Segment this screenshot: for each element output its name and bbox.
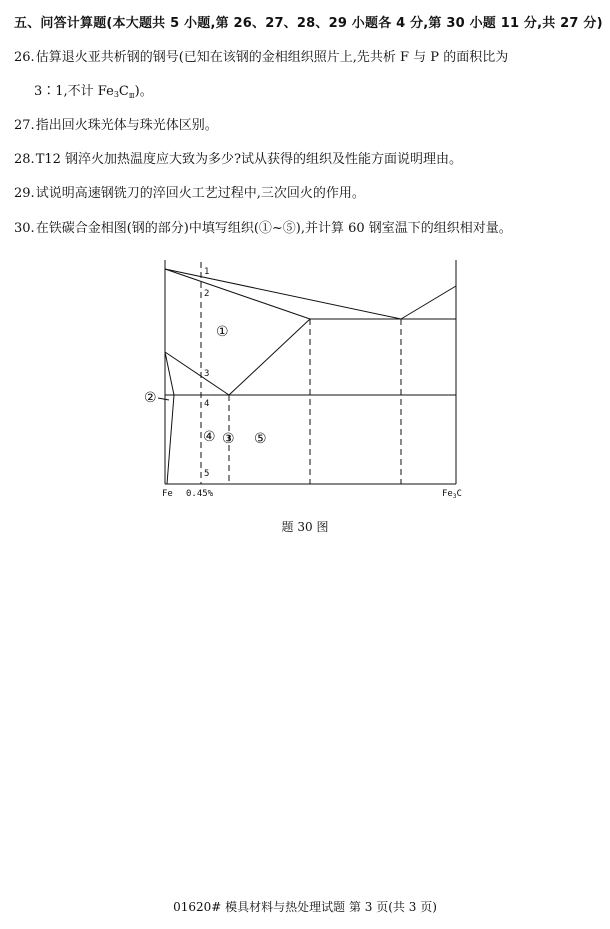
region-5-label: ⑤ [254,431,267,447]
page-footer: 01620# 模具材料与热处理试题 第 3 页(共 3 页) [173,900,437,914]
question-text: T12 钢淬火加热温度应大致为多少?试从获得的组织及性能方面说明理由。 [35,152,463,167]
label-2-pointer [158,398,169,400]
ferrite-boundary-lower [167,395,174,484]
question-number: 29. [14,186,35,201]
question-text: 估算退火亚共析钢的钢号(已知在该钢的金相组织照片上,先共析 F 与 P 的面积比为 [35,50,509,65]
question-number: 30. [14,221,35,236]
continuation-text: 3∶1,不计 Fe [34,84,114,99]
a3-line [165,352,229,395]
solidus-line [165,269,310,319]
hypereutectic-liquidus [401,286,456,319]
question-number: 28. [14,152,35,167]
fe3c-fe: Fe [442,489,453,499]
region-2-label: ② [144,390,157,406]
subscript-iii: Ⅲ [128,93,135,100]
region-4-label: ④ [203,429,216,445]
point-5-label: 5 [204,469,210,479]
continuation-end: )。 [134,84,153,99]
region-1-label: ① [216,324,229,340]
question-number: 26. [14,50,35,65]
figure-caption: 题 30 图 [281,520,329,534]
liquidus-line [165,269,401,319]
point-2-label: 2 [204,289,210,299]
question-text: 在铁碳合金相图(钢的部分)中填写组织(①~⑤),并计算 60 钢室温下的组织相对量。 [35,221,512,236]
ferrite-boundary-upper [165,352,174,395]
question-number: 27. [14,118,35,133]
carbon-045-label: 0.45% [186,489,214,499]
point-4-label: 4 [204,399,210,409]
question-text: 试说明高速钢铣刀的淬回火工艺过程中,三次回火的作用。 [35,186,365,201]
subscript-3: 3 [113,90,119,99]
point-3-label: 3 [204,369,210,379]
acm-line [229,319,310,395]
fe3c-axis-label [442,489,462,500]
fe-axis-label: Fe [162,489,173,499]
question-text: 指出回火珠光体与珠光体区别。 [35,118,218,133]
section-heading: 五、问答计算题(本大题共 5 小题,第 26、27、28、29 小题各 4 分,第 30 小题 11 分,共 27 分) [14,16,603,31]
point-1-label: 1 [204,267,210,277]
fe3c-subscript: 3 [452,493,457,500]
fe3c-c: C [456,489,462,499]
region-3-label: ③ [222,431,235,447]
continuation-c: C [118,84,129,99]
